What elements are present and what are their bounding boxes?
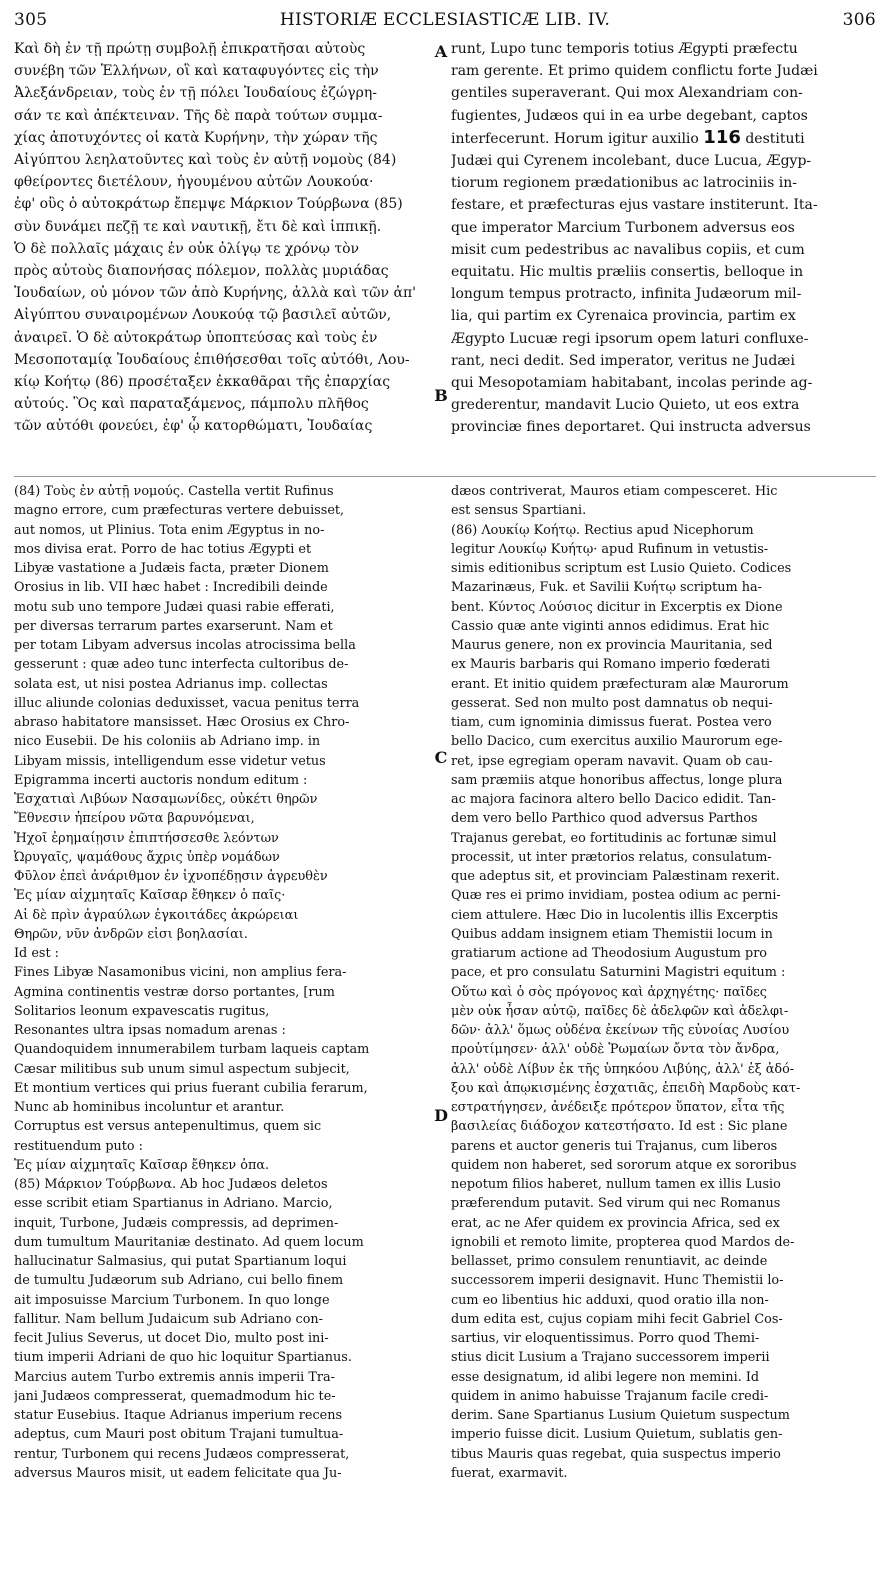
- latin-line: que imperator Marcium Turbonem adversus eos: [451, 219, 795, 236]
- latin-line-text: interfecerunt. Horum igitur auxilio: [451, 130, 699, 147]
- note-line: προὐτίμησεν· ἀλλ' οὐδὲ Ῥωμαίων ὄντα τὸν ἄνδρα,: [451, 1042, 780, 1058]
- margin-marker-c: C: [434, 748, 448, 767]
- note-line: inquit, Turbone, Judæis compressis, ad deprimen-: [14, 1215, 339, 1231]
- greek-line: κίῳ Κοήτῳ (86) προσέταξεν ἐκκαθᾶραι τῆς ἐπαρχίας: [14, 374, 391, 391]
- note-line: ciem attulere. Hæc Dio in lucolentis illis Excerptis: [451, 907, 779, 923]
- note-line: magno errore, cum præfecturas vertere debuisset,: [14, 503, 345, 519]
- note-line: jani Judæos compresserat, quemadmodum hic te-: [14, 1388, 336, 1404]
- latin-line: fugientes, Judæos qui in ea urbe degebant, captos: [451, 107, 808, 124]
- note-line: fecit Julius Severus, ut docet Dio, multo post ini-: [14, 1331, 329, 1346]
- latin-line: gentiles superaverant. Qui mox Alexandriam con-: [451, 85, 803, 102]
- note-line: Ἠχοῖ ἐρημαίῃσιν ἐπιπτήσσεσθε λεόντων: [14, 830, 279, 846]
- note-line: Libyam missis, intelligendum esse videtur vetus: [14, 753, 326, 769]
- note-line: illuc aliunde colonias deduxisset, vacua penitus terra: [14, 695, 360, 711]
- note-line: rentur, Turbonem qui recens Judæos compresserat,: [14, 1446, 350, 1462]
- margin-marker-b: B: [434, 386, 448, 405]
- latin-line: grederentur, mandavit Lucio Quieto, ut eos extra: [451, 397, 800, 414]
- note-line: sartius, vir eloquentissimus. Porro quod Themi-: [451, 1331, 760, 1346]
- note-line: Ἔθνεσιν ἠπείρου νῶτα βαρυνόμεναι,: [14, 811, 255, 827]
- note-line: ex Mauris barbaris qui Romano imperio fœderati: [451, 657, 771, 673]
- note-line: Quæ res ei primo invidiam, postea odium ac perni-: [451, 888, 781, 904]
- note-line: (86) Λουκίῳ Κοήτῳ. Rectius apud Nicephorum: [451, 522, 754, 538]
- greek-line: χίας ἀποτυχόντες οἱ κατὰ Κυρήνην, τὴν χώραν τῆς: [14, 129, 378, 146]
- note-line: erant. Et initio quidem præfecturam alæ Maurorum: [451, 676, 789, 692]
- note-line: dæos contriverat, Mauros etiam compesceret. Hic: [451, 484, 778, 499]
- note-line: Marcius autem Turbo extremis annis imperii Tra-: [14, 1369, 335, 1385]
- note-line: Id est :: [14, 946, 59, 961]
- note-line: bellasset, primo consulem renuntiavit, ac deinde: [451, 1254, 768, 1269]
- note-line: simis editionibus scriptum est Lusio Quieto. Codices: [451, 561, 792, 576]
- note-line: Mazarinæus, Fuk. et Savilii Κυήτῳ scriptum ha-: [451, 580, 762, 596]
- latin-line: runt, Lupo tunc temporis totius Ægypti præfectu: [451, 41, 798, 57]
- note-line: ac majora facinora altero bello Dacico edidit. Tan-: [451, 792, 776, 807]
- greek-line: Αἰγύπτου συναιρομένων Λουκούᾳ τῷ βασιλεῖ αὐτῶν,: [14, 307, 392, 324]
- greek-line: αὐτούς. Ὃς καὶ παραταξάμενος, πάμπολυ πλῆθος: [14, 396, 369, 413]
- note-line: esse scribit etiam Spartianus in Adriano. Marcio,: [14, 1196, 333, 1212]
- greek-line: Ἀλεξάνδρειαν, τοὺς ἐν τῇ πόλει Ἰουδαίους ἐζώγρη-: [14, 85, 377, 102]
- latin-line: festare, et præfecturas ejus vastare institerunt. Ita-: [451, 197, 818, 214]
- greek-line: φθείροντες διετέλουν, ἡγουμένου αὐτῶν Λουκούα·: [14, 174, 374, 191]
- note-line: Resonantes ultra ipsas nomadum arenas :: [14, 1023, 286, 1038]
- note-line: quidem non haberet, sed sororum atque ex sororibus: [451, 1157, 797, 1173]
- note-line: βασιλείας διάδοχον κατεστήσατο. Id est : Sic plane: [451, 1119, 788, 1135]
- note-line: Quandoquidem innumerabilem turbam laqueis captam: [14, 1042, 370, 1058]
- note-line: dum tumultum Mauritaniæ destinato. Ad quem locum: [14, 1234, 364, 1250]
- notes-left-column: [14, 482, 432, 1483]
- note-line: statur Eusebius. Itaque Adrianus imperium recens: [14, 1408, 343, 1423]
- latin-line: lia, qui partim ex Cyrenaica provincia, partim ex: [451, 308, 796, 325]
- note-line: Trajanus gerebat, eo fortitudinis ac fortunæ simul: [451, 830, 777, 846]
- note-line: esse designatum, id alibi legere non memini. Id: [451, 1369, 760, 1385]
- note-line: bello Dacico, cum exercitus auxilio Maurorum ege-: [451, 734, 783, 750]
- note-line: processit, ut inter prætorios relatus, consulatum-: [451, 849, 772, 865]
- greek-line: Καὶ δὴ ἐν τῇ πρώτῃ συμβολῇ ἐπικρατῆσαι αὐτοὺς: [14, 41, 366, 57]
- note-line: dem vero bello Parthico quod adversus Parthos: [451, 811, 758, 827]
- page-header: [14, 10, 876, 34]
- note-line: nico Eusebii. De his coloniis ab Adriano imp. in: [14, 734, 321, 750]
- note-line: Ἐς μίαν αἰχμηταῖς Καῖσαρ ἔθηκεν ὁ παῖς·: [14, 888, 286, 904]
- note-line: Agmina continentis vestræ dorso portantes, [rum: [14, 984, 335, 1000]
- greek-line: ἀναιρεῖ. Ὁ δὲ αὐτοκράτωρ ὑποπτεύσας καὶ τοὺς ἐν: [14, 329, 378, 346]
- note-line: abraso habitatore mansisset. Hæc Orosius ex Chro-: [14, 715, 350, 730]
- note-line: Ἐς μίαν αἰχμηταῖς Καῖσαρ ἔθηκεν ὀπα.: [14, 1157, 270, 1173]
- greek-line: ἐφ' οὓς ὁ αὐτοκράτωρ ἔπεμψε Μάρκιον Τούρβωνα (85): [14, 196, 403, 213]
- running-title: HISTORIÆ ECCLESIASTICÆ LIB. IV.: [279, 10, 611, 30]
- note-line: Nunc ab hominibus incoluntur et arantur.: [14, 1100, 285, 1115]
- note-line: Cæsar militibus sub unum simul aspectum subjecit,: [14, 1061, 350, 1077]
- note-line: cum eo libentius hic adduxi, quod oratio illa non-: [451, 1292, 769, 1308]
- note-line: Solitarios leonum expavescatis rugitus,: [14, 1003, 270, 1019]
- note-line: quidem in animo habuisse Trajanum facile credi-: [451, 1388, 769, 1404]
- note-line: gratiarum actione ad Theodosium Augustum pro: [451, 946, 768, 961]
- note-line: successorem imperii designavit. Hunc Themistii lo-: [451, 1273, 784, 1289]
- note-line: fuerat, exarmavit.: [451, 1465, 568, 1481]
- note-line: tiam, cum ignominia dimissus fuerat. Postea vero: [451, 715, 772, 730]
- latin-line: ram gerente. Et primo quidem conflictu forte Judæi: [451, 63, 818, 80]
- note-line: Οὕτω καὶ ὁ σὸς πρόγονος καὶ ἀρχηγέτης· παῖδες: [451, 984, 767, 1000]
- note-line: de tumultu Judæorum sub Adriano, cui bello finem: [14, 1273, 344, 1289]
- greek-line: Ὁ δὲ πολλαῖς μάχαις ἐν οὐκ ὀλίγῳ τε χρόνῳ τὸν: [14, 240, 360, 257]
- latin-line: provinciæ fines deportaret. Qui instructa adversus: [451, 419, 811, 436]
- latin-main-text: [451, 38, 876, 439]
- note-line: (85) Μάρκιον Τούρβωνα. Ab hoc Judæos deletos: [14, 1177, 328, 1192]
- note-line: sam præmiis atque honoribus affectus, longe plura: [451, 772, 783, 788]
- note-line: adversus Mauros misit, ut eadem felicitate qua Ju-: [14, 1465, 342, 1481]
- greek-line: συνέβη τῶν Ἑλλήνων, οἳ καὶ καταφυγόντες εἰς τὴν: [14, 63, 379, 80]
- note-line: ἀλλ' οὐδὲ Λίβυν ἐκ τῆς ὑπηκόου Λιβύης, ἀλλ' ἐξ ἀδό-: [451, 1061, 795, 1077]
- margin-marker-d: D: [434, 1106, 448, 1125]
- greek-main-text: [14, 38, 432, 438]
- latin-line: [451, 127, 876, 150]
- greek-line: Ἰουδαίων, οὐ μόνον τῶν ἀπὸ Κυρήνης, ἀλλὰ καὶ τῶν ἀπ': [14, 285, 417, 302]
- latin-line: tiorum regionem prædationibus ac latrociniis in-: [451, 175, 797, 192]
- note-line: ret, ipse egregiam operam navavit. Quam ob cau-: [451, 753, 773, 769]
- note-line: nepotum filios haberet, nullum tamen ex illis Lusio: [451, 1177, 781, 1192]
- latin-line: Judæi qui Cyrenem incolebant, duce Lucua, Ægyp-: [451, 153, 812, 170]
- greek-line: Μεσοποταμίᾳ Ἰουδαίους ἐπιθήσεσθαι τοῖς αὐτόθι, Λου-: [14, 351, 410, 368]
- note-line: bent. Κύντος Λούσιος dicitur in Excerptis ex Dione: [451, 599, 783, 615]
- greek-line: σὺν δυνάμει πεζῇ τε καὶ ναυτικῇ, ἔτι δὲ καὶ ἱππικῇ.: [14, 218, 382, 235]
- note-line: ignobili et remoto limite, propterea quod Mardos de-: [451, 1234, 795, 1250]
- section-divider: [14, 476, 876, 477]
- note-line: legitur Λουκίῳ Κυήτῳ· apud Rufinum in vetustis-: [451, 541, 769, 557]
- note-line: adeptus, cum Mauri post obitum Trajani tumultua-: [14, 1427, 344, 1443]
- page-number-left: 305: [14, 10, 48, 30]
- note-line: Ἐσχατιαὶ Λιβύων Νασαμωνίδες, οὐκέτι θηρῶν: [14, 792, 318, 807]
- note-line: Et montium vertices qui prius fuerant cubilia ferarum,: [14, 1080, 368, 1096]
- notes-right-column: [451, 482, 876, 1483]
- note-line: Φῦλον ἐπεὶ ἀνάριθμον ἐν ἰχνοπέδῃσιν ἀγρευθὲν: [14, 869, 328, 884]
- note-line: aut nomos, ut Plinius. Tota enim Ægyptus in no-: [14, 522, 325, 538]
- note-line: erat, ac ne Afer quidem ex provincia Africa, sed ex: [451, 1215, 780, 1231]
- note-line: derim. Sane Spartianus Lusium Quietum suspectum: [451, 1408, 790, 1423]
- note-line: (84) Τοὺς ἐν αὐτῇ νομούς. Castella vertit Rufinus: [14, 484, 334, 499]
- note-line: imperio fuisse dicit. Lusium Quietum, sublatis gen-: [451, 1427, 783, 1443]
- note-line: dum edita est, cujus copiam mihi fecit Gabriel Cos-: [451, 1311, 783, 1327]
- latin-line: equitatu. Hic multis præliis consertis, belloque in: [451, 264, 804, 281]
- note-line: Fines Libyæ Nasamonibus vicini, non amplius fera-: [14, 965, 347, 981]
- greek-line: σάν τε καὶ ἀπέκτειναν. Τῆς δὲ παρὰ τούτων συμμα-: [14, 107, 383, 124]
- note-line: solata est, ut nisi postea Adrianus imp. collectas: [14, 676, 328, 692]
- note-line: mos divisa erat. Porro de hac totius Ægypti et: [14, 541, 312, 557]
- latin-line: qui Mesopotamiam habitabant, incolas perinde ag-: [451, 375, 813, 392]
- note-line: tibus Mauris quas regebat, quia suspectus imperio: [451, 1446, 781, 1462]
- greek-line: τῶν αὐτόθι φονεύει, ἐφ' ᾧ κατορθώματι, Ἰουδαίας: [14, 418, 373, 435]
- note-line: pace, et pro consulatu Saturnini Magistri equitum :: [451, 965, 786, 981]
- inline-column-number: 116: [703, 126, 741, 148]
- greek-line: πρὸς αὐτοὺς διαπονήσας πόλεμον, πολλὰς μυριάδας: [14, 263, 389, 280]
- greek-line: Αἰγύπτου λεηλατοῦντες καὶ τοὺς ἐν αὐτῇ νομοὺς (84): [14, 152, 397, 169]
- latin-line: Ægypto Lucuæ regi ipsorum opem laturi confluxe-: [451, 330, 809, 347]
- note-line: Epigramma incerti auctoris nondum editum :: [14, 772, 308, 788]
- note-line: Θηρῶν, νῦν ἀνδρῶν εἰσι βοηλασίαι.: [14, 926, 248, 942]
- note-line: Libyæ vastatione a Judæis facta, præter Dionem: [14, 561, 329, 576]
- note-line: est sensus Spartiani.: [451, 503, 587, 519]
- note-line: εστρατήγησεν, ἀνέδειξε πρότερον ὕπατον, εἶτα τῆς: [451, 1100, 785, 1115]
- margin-marker-a: A: [434, 42, 448, 61]
- note-line: gesserat. Sed non multo post damnatus ob nequi-: [451, 695, 773, 711]
- note-line: hallucinatur Salmasius, qui putat Spartianum loqui: [14, 1254, 347, 1269]
- note-line: que adeptus sit, et provinciam Palæstinam rexerit.: [451, 869, 780, 884]
- note-line: ait imposuisse Marcium Turbonem. In quo longe: [14, 1292, 330, 1308]
- note-line: Ὠρυγαῖς, ψαμάθους ἄχρις ὑπὲρ νομάδων: [14, 849, 280, 865]
- note-line: per totam Libyam adversus incolas atrocissima bella: [14, 638, 356, 653]
- note-line: motu sub uno tempore Judæi quasi rabie efferati,: [14, 599, 335, 615]
- note-line: Orosius in lib. VII hæc habet : Incredibili deinde: [14, 580, 328, 596]
- latin-line: longum tempus protracto, infinita Judæorum mil-: [451, 286, 802, 303]
- note-line: per diversas terrarum partes exarserunt. Nam et: [14, 618, 333, 634]
- note-line: ξου καὶ ἀπῳκισμένης ἐσχατιᾶς, ἐπειδὴ Μαρδοὺς κατ-: [451, 1080, 801, 1096]
- page-number-right: 306: [842, 10, 876, 30]
- note-line: Corruptus est versus antepenultimus, quem sic: [14, 1119, 322, 1135]
- note-line: gesserunt : quæ adeo tunc interfecta cultoribus de-: [14, 657, 349, 673]
- note-line: tium imperii Adriani de quo hic loquitur Spartianus.: [14, 1350, 352, 1366]
- note-line: δῶν· ἀλλ' ὅμως οὐδένα ἐκείνων τῆς εὐνοίας Λυσίου: [451, 1023, 790, 1038]
- note-line: parens et auctor generis tui Trajanus, cum liberos: [451, 1138, 778, 1154]
- note-line: Maurus genere, non ex provincia Mauritania, sed: [451, 638, 773, 653]
- latin-line-text: destituti: [745, 130, 805, 147]
- note-line: μὲν οὐκ ἦσαν αὐτῷ, παῖδες δὲ ἀδελφῶν καὶ ἀδελφι-: [451, 1003, 789, 1019]
- note-line: Quibus addam insignem etiam Themistii locum in: [451, 926, 773, 942]
- note-line: Cassio quæ ante viginti annos edidimus. Erat hic: [451, 618, 770, 634]
- latin-line: misit cum pedestribus ac navalibus copiis, et cum: [451, 241, 805, 258]
- note-line: Αἱ δὲ πρὶν ἀγραύλων ἐγκοιτάδες ἀκρώρειαι: [14, 907, 299, 923]
- note-line: restituendum puto :: [14, 1138, 143, 1154]
- note-line: stius dicit Lusium a Trajano successorem imperii: [451, 1350, 770, 1366]
- note-line: fallitur. Nam bellum Judaicum sub Adriano con-: [14, 1311, 323, 1327]
- note-line: præferendum putavit. Sed virum qui nec Romanus: [451, 1196, 781, 1212]
- latin-line: rant, neci dedit. Sed imperator, veritus ne Judæi: [451, 352, 795, 369]
